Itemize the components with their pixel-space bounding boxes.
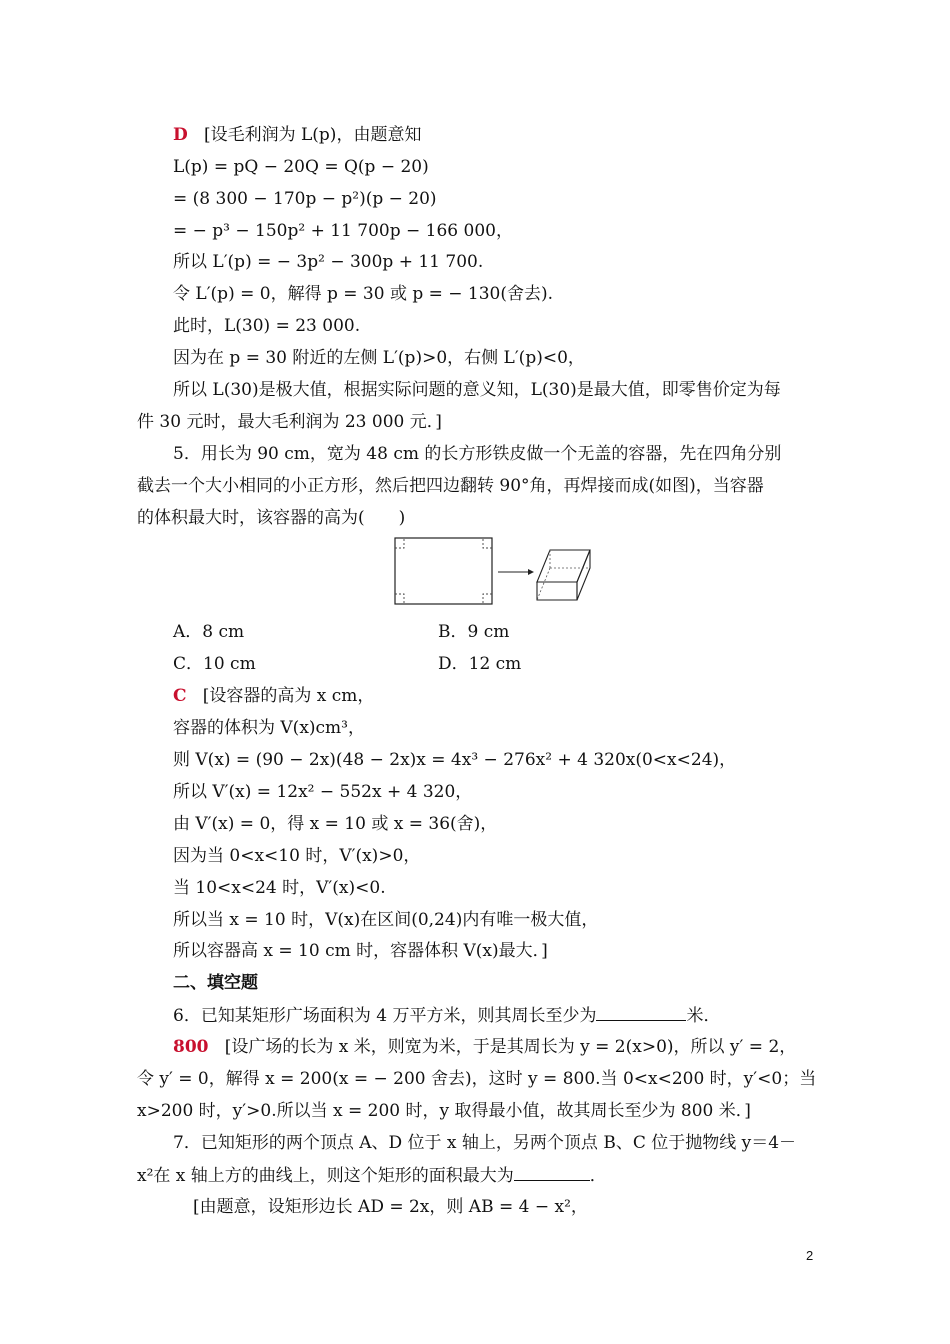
answer5-line-9: 所以容器高 x = 10 cm 时，容器体积 V(x)最大．] — [173, 941, 548, 961]
q5-option-b: B．9 cm — [438, 622, 510, 642]
open-box-hidden-edges — [537, 550, 590, 600]
answer4-letter: D — [173, 125, 188, 145]
answer5-line-3: 则 V(x) = (90 − 2x)(48 − 2x)x = 4x³ − 276x² + 4 320x(0<x<24)， — [173, 750, 737, 770]
q7-answer-blank — [514, 1164, 590, 1181]
section-heading: 二、填空题 — [173, 973, 258, 993]
q6-answer-blank — [596, 1004, 686, 1021]
q5-option-a: A．8 cm — [173, 622, 245, 642]
answer4-line-7: 此时，L(30) = 23 000. — [173, 316, 361, 336]
page-number: 2 — [806, 1248, 814, 1263]
q5-line-2: 截去一个大小相同的小正方形，然后把四边翻转 90°角，再焊接而成(如图)，当容器 — [137, 476, 764, 496]
answer5-line-7: 当 10<x<24 时，V′(x)<0. — [173, 878, 386, 898]
q7-line-1: 7．已知矩形的两个顶点 A、D 位于 x 轴上，另两个顶点 B、C 位于抛物线 y＝4－ — [173, 1133, 797, 1153]
sheet-rect — [395, 538, 492, 604]
answer5-line-1: C [设容器的高为 x cm， — [173, 686, 375, 706]
q5-line-3: 的体积最大时，该容器的高为( ) — [137, 508, 406, 528]
answer4-line-1: D [设毛利润为 L(p)，由题意知 — [173, 125, 422, 145]
answer6-line-1: 800 [设广场的长为 x 米，则宽为米，于是其周长为 y = 2(x>0)，所以 y′ = 2， — [173, 1037, 797, 1057]
q5-line-1: 5．用长为 90 cm，宽为 48 cm 的长方形铁皮做一个无盖的容器，先在四角分别 — [173, 444, 782, 464]
answer6-line-2: 令 y′ = 0，解得 x = 200(x = − 200 舍去)，这时 y = 800.当 0<x<200 时，y′<0；当 — [137, 1069, 817, 1089]
arrow-head-icon — [528, 569, 534, 575]
q5-option-c: C．10 cm — [173, 654, 256, 674]
answer4-line-3: = (8 300 − 170p − p²)(p − 20) — [173, 189, 437, 209]
answer4-line-9: 所以 L(30)是极大值，根据实际问题的意义知，L(30)是最大值，即零售价定为每 — [173, 380, 781, 400]
answer5-line-2: 容器的体积为 V(x)cm³， — [173, 718, 365, 738]
answer4-line-6: 令 L′(p) = 0，解得 p = 30 或 p = − 130(舍去). — [173, 284, 554, 304]
q7-line-2: x²在 x 轴上方的曲线上，则这个矩形的面积最大为 ． — [137, 1166, 607, 1186]
answer6-value: 800 — [173, 1037, 209, 1057]
answer7-line-1: [由题意，设矩形边长 AD = 2x，则 AB = 4 − x²， — [193, 1197, 588, 1217]
answer5-line-4: 所以 V′(x) = 12x² − 552x + 4 320， — [173, 782, 473, 802]
open-box — [537, 550, 590, 600]
answer4-line-5: 所以 L′(p) = − 3p² − 300p + 11 700. — [173, 252, 484, 272]
q5-option-d: D．12 cm — [438, 654, 522, 674]
q6-line: 6．已知某矩形广场面积为 4 万平方米，则其周长至少为 米． — [173, 1006, 721, 1026]
answer5-letter: C — [173, 686, 187, 706]
box-figure — [392, 536, 597, 608]
answer5-line-6: 因为当 0<x<10 时，V′(x)>0， — [173, 846, 421, 866]
corner-squares — [395, 538, 492, 604]
answer4-line-4: = − p³ − 150p² + 11 700p − 166 000， — [173, 221, 513, 241]
answer6-line-3: x>200 时，y′>0.所以当 x = 200 时，y 取得最小值，故其周长至少为 800 米．] — [137, 1101, 751, 1121]
answer4-line-10: 件 30 元时，最大毛利润为 23 000 元．] — [137, 412, 442, 432]
answer5-line-5: 由 V′(x) = 0，得 x = 10 或 x = 36(舍)， — [173, 814, 498, 834]
answer4-line-2: L(p) = pQ − 20Q = Q(p − 20) — [173, 157, 429, 177]
answer5-line-8: 所以当 x = 10 时，V(x)在区间(0,24)内有唯一极大值， — [173, 910, 599, 930]
answer4-line-8: 因为在 p = 30 附近的左侧 L′(p)>0，右侧 L′(p)<0， — [173, 348, 585, 368]
